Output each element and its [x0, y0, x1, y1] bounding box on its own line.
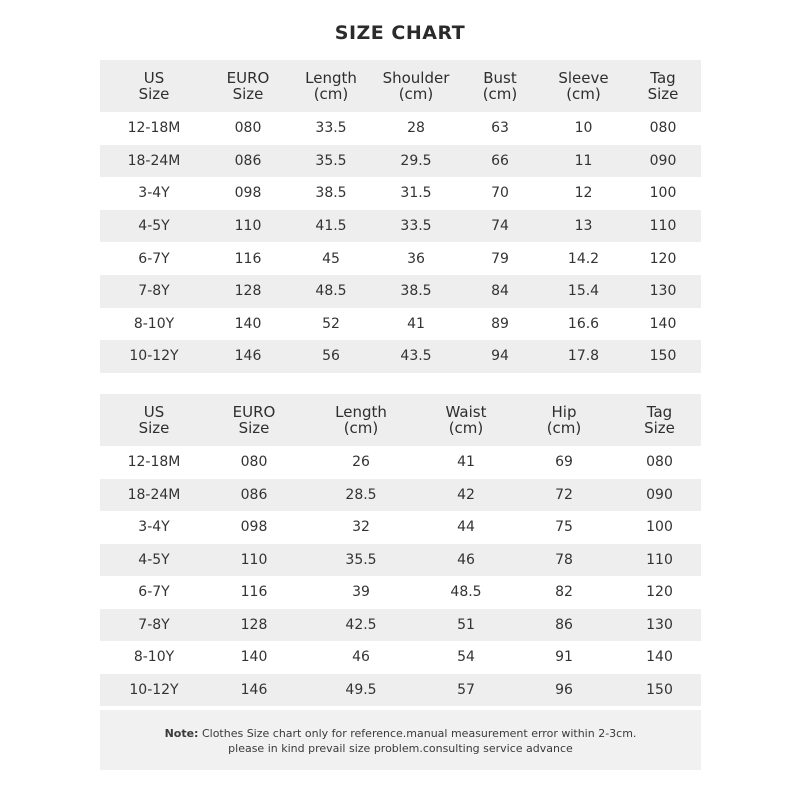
- table-cell: 41: [422, 446, 510, 479]
- table-cell: 79: [458, 242, 542, 275]
- table-cell: 29.5: [374, 145, 458, 178]
- header-unit: Size: [238, 419, 270, 437]
- note-text-1: Clothes Size chart only for reference.manual measurement error within 2-3cm.: [201, 727, 637, 740]
- page-title: SIZE CHART: [334, 22, 466, 44]
- table-cell: 080: [208, 446, 300, 479]
- table-cell: 39: [300, 576, 422, 609]
- table-cell: 48.5: [288, 275, 374, 308]
- table-cell: 12-18M: [100, 112, 208, 145]
- table-row: [100, 275, 701, 308]
- table-cell: 44: [422, 511, 510, 544]
- table-cell: 100: [625, 177, 701, 210]
- table-cell: 080: [208, 112, 288, 145]
- table-cell: 38.5: [288, 177, 374, 210]
- table-cell: 89: [458, 308, 542, 341]
- column-header: [422, 394, 510, 446]
- header-label: Tag: [650, 69, 676, 87]
- table-cell: 42: [422, 479, 510, 512]
- table-cell: 3-4Y: [100, 177, 208, 210]
- table-row: [100, 340, 701, 373]
- header-unit: (cm): [482, 85, 518, 103]
- table-cell: 94: [458, 340, 542, 373]
- column-header: [458, 60, 542, 112]
- header-label: Length: [335, 403, 387, 421]
- table-cell: 10-12Y: [100, 674, 208, 707]
- table-cell: 128: [208, 275, 288, 308]
- table-cell: 86: [510, 609, 618, 642]
- table-cell: 32: [300, 511, 422, 544]
- table-cell: 75: [510, 511, 618, 544]
- table-cell: 140: [208, 641, 300, 674]
- table-row: [100, 210, 701, 243]
- table-cell: 116: [208, 242, 288, 275]
- table-cell: 51: [422, 609, 510, 642]
- table-cell: 7-8Y: [100, 609, 208, 642]
- table-cell: 46: [422, 544, 510, 577]
- size-table-tops: [100, 60, 701, 373]
- table-row: [100, 674, 701, 707]
- table-cell: 100: [618, 511, 701, 544]
- note-box: [100, 710, 701, 770]
- table-cell: 12: [542, 177, 625, 210]
- header-label: Tag: [646, 403, 673, 421]
- table-row: [100, 479, 701, 512]
- table-cell: 15.4: [542, 275, 625, 308]
- header-label: EURO: [226, 69, 270, 87]
- table-cell: 116: [208, 576, 300, 609]
- header-label: EURO: [232, 403, 276, 421]
- column-header: [100, 394, 208, 446]
- size-table-bottoms: [100, 394, 701, 706]
- header-unit: (cm): [398, 85, 434, 103]
- header-unit: Size: [232, 85, 264, 103]
- table-cell: 35.5: [300, 544, 422, 577]
- table-row: [100, 145, 701, 178]
- table-cell: 96: [510, 674, 618, 707]
- table-cell: 16.6: [542, 308, 625, 341]
- table-cell: 080: [625, 112, 701, 145]
- table-cell: 57: [422, 674, 510, 707]
- table-cell: 17.8: [542, 340, 625, 373]
- table-cell: 46: [300, 641, 422, 674]
- header-label: Length: [305, 69, 357, 87]
- table-cell: 56: [288, 340, 374, 373]
- column-header: [100, 60, 208, 112]
- table-cell: 110: [625, 210, 701, 243]
- note-label: Note:: [164, 727, 199, 740]
- table-cell: 146: [208, 340, 288, 373]
- table-cell: 7-8Y: [100, 275, 208, 308]
- header-label: US: [143, 69, 165, 87]
- table-cell: 150: [625, 340, 701, 373]
- table-cell: 41.5: [288, 210, 374, 243]
- header-unit: (cm): [566, 85, 601, 103]
- table-cell: 10: [542, 112, 625, 145]
- table-cell: 38.5: [374, 275, 458, 308]
- column-header: [510, 394, 618, 446]
- column-header: [288, 60, 374, 112]
- table-cell: 13: [542, 210, 625, 243]
- table-cell: 42.5: [300, 609, 422, 642]
- header-unit: Size: [644, 419, 675, 437]
- table-cell: 69: [510, 446, 618, 479]
- table-cell: 090: [625, 145, 701, 178]
- table-cell: 086: [208, 145, 288, 178]
- table-cell: 080: [618, 446, 701, 479]
- table-cell: 31.5: [374, 177, 458, 210]
- table-cell: 82: [510, 576, 618, 609]
- table-cell: 28.5: [300, 479, 422, 512]
- header-label: Sleeve: [558, 69, 609, 87]
- table-cell: 110: [618, 544, 701, 577]
- table-cell: 45: [288, 242, 374, 275]
- header-unit: (cm): [546, 419, 582, 437]
- table-cell: 8-10Y: [100, 641, 208, 674]
- table-cell: 18-24M: [100, 145, 208, 178]
- table-cell: 48.5: [422, 576, 510, 609]
- note-line-2: please in kind prevail size problem.consulting service advance: [228, 742, 573, 755]
- table-cell: 43.5: [374, 340, 458, 373]
- header-label: Hip: [551, 403, 577, 421]
- table-row: [100, 544, 701, 577]
- table-cell: 66: [458, 145, 542, 178]
- table-cell: 10-12Y: [100, 340, 208, 373]
- table-header: [100, 60, 701, 112]
- table-cell: 36: [374, 242, 458, 275]
- column-header: [300, 394, 422, 446]
- table-cell: 28: [374, 112, 458, 145]
- column-header: [208, 60, 288, 112]
- table-cell: 63: [458, 112, 542, 145]
- table-cell: 70: [458, 177, 542, 210]
- table-cell: 110: [208, 210, 288, 243]
- table-cell: 6-7Y: [100, 576, 208, 609]
- table-cell: 78: [510, 544, 618, 577]
- table-row: [100, 511, 701, 544]
- table-cell: 33.5: [288, 112, 374, 145]
- table-cell: 110: [208, 544, 300, 577]
- table-cell: 140: [618, 641, 701, 674]
- table-header: [100, 394, 701, 446]
- table-row: [100, 576, 701, 609]
- table-row: [100, 177, 701, 210]
- table-cell: 4-5Y: [100, 210, 208, 243]
- table-row: [100, 641, 701, 674]
- table-cell: 086: [208, 479, 300, 512]
- table-cell: 120: [618, 576, 701, 609]
- table-cell: 130: [618, 609, 701, 642]
- table-cell: 140: [625, 308, 701, 341]
- table-cell: 4-5Y: [100, 544, 208, 577]
- table-row: [100, 242, 701, 275]
- column-header: [374, 60, 458, 112]
- table-row: [100, 112, 701, 145]
- column-header: [542, 60, 625, 112]
- table-cell: 54: [422, 641, 510, 674]
- header-label: Shoulder: [382, 69, 450, 87]
- table-cell: 18-24M: [100, 479, 208, 512]
- header-label: US: [143, 403, 165, 421]
- header-label: Bust: [483, 69, 517, 87]
- header-label: Waist: [445, 403, 487, 421]
- header-unit: (cm): [448, 419, 484, 437]
- header-unit: Size: [138, 85, 170, 103]
- table-cell: 12-18M: [100, 446, 208, 479]
- table-cell: 120: [625, 242, 701, 275]
- table-cell: 52: [288, 308, 374, 341]
- table-cell: 91: [510, 641, 618, 674]
- header-unit: Size: [138, 419, 170, 437]
- column-header: [625, 60, 701, 112]
- table-cell: 090: [618, 479, 701, 512]
- table-cell: 8-10Y: [100, 308, 208, 341]
- table-cell: 098: [208, 511, 300, 544]
- table-cell: 098: [208, 177, 288, 210]
- table-cell: 26: [300, 446, 422, 479]
- table-row: [100, 446, 701, 479]
- table-cell: 3-4Y: [100, 511, 208, 544]
- table-cell: 146: [208, 674, 300, 707]
- table-cell: 6-7Y: [100, 242, 208, 275]
- column-header: [208, 394, 300, 446]
- table-cell: 35.5: [288, 145, 374, 178]
- table-row: [100, 609, 701, 642]
- table-cell: 14.2: [542, 242, 625, 275]
- table-cell: 84: [458, 275, 542, 308]
- table-cell: 150: [618, 674, 701, 707]
- table-cell: 41: [374, 308, 458, 341]
- table-row: [100, 308, 701, 341]
- header-unit: (cm): [313, 85, 349, 103]
- table-cell: 130: [625, 275, 701, 308]
- table-cell: 33.5: [374, 210, 458, 243]
- column-header: [618, 394, 701, 446]
- header-unit: Size: [647, 85, 679, 103]
- table-cell: 74: [458, 210, 542, 243]
- header-unit: (cm): [343, 419, 379, 437]
- note-line-1: [100, 726, 701, 741]
- table-cell: 72: [510, 479, 618, 512]
- table-cell: 140: [208, 308, 288, 341]
- table-cell: 49.5: [300, 674, 422, 707]
- table-cell: 128: [208, 609, 300, 642]
- table-cell: 11: [542, 145, 625, 178]
